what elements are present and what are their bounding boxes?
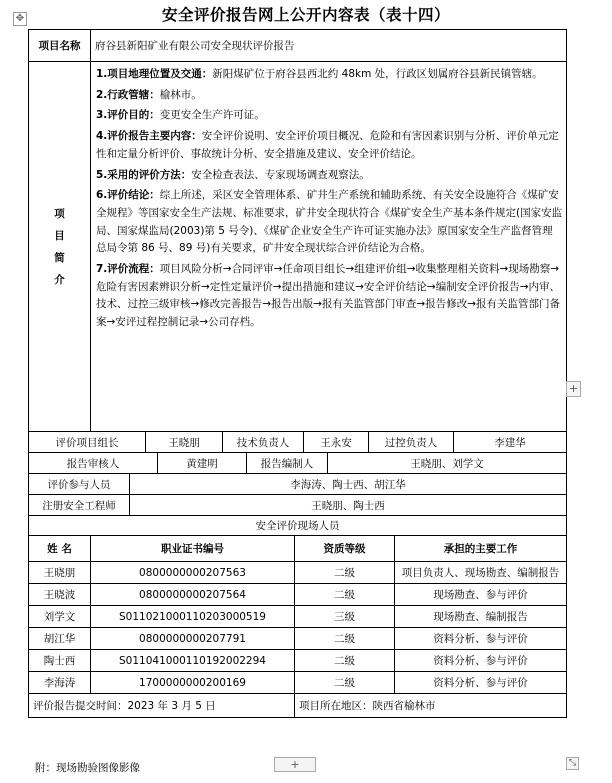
- table-row: [29, 562, 567, 584]
- main-work: 项目负责人、现场勘查、编制报告: [395, 562, 567, 584]
- qualification-level: 二级: [295, 672, 395, 694]
- col-header-level: 资质等级: [295, 536, 395, 562]
- tech-value: 王永安: [304, 432, 369, 452]
- intro-label-char: 项: [54, 207, 65, 220]
- intro-item: 5.采用的评价方法：安全检查表法、专家现场调查观察法。: [96, 168, 370, 181]
- cert-number: 1700000000200169: [91, 672, 295, 694]
- project-name-value: 府谷县新阳矿业有限公司安全现状评价报告: [91, 30, 567, 62]
- qualification-level: 二级: [295, 562, 395, 584]
- project-name-label: 项目名称: [29, 30, 91, 62]
- cert-number: S011041000110192002294: [91, 650, 295, 672]
- qualification-level: 二级: [295, 650, 395, 672]
- staff-row-4: [29, 495, 567, 516]
- author-value: 王晓朋、刘学文: [410, 457, 484, 470]
- attachment-note: 附：现场勘验图像影像: [35, 762, 140, 774]
- engineer-label: 注册安全工程师: [29, 495, 130, 515]
- intro-label-char: 目: [54, 229, 65, 242]
- submit-time-label: 评价报告提交时间：: [33, 700, 128, 712]
- control-label: 过控负责人: [369, 432, 454, 452]
- table-row: [29, 672, 567, 694]
- staff-row-1: [29, 432, 567, 453]
- intro-item: 3.评价目的：变更安全生产许可证。: [96, 109, 265, 122]
- add-row-plus-icon[interactable]: +: [274, 757, 316, 772]
- intro-label-char: 简: [54, 251, 65, 264]
- intro-item: 2.行政管辖：榆林市。: [96, 88, 202, 101]
- cert-number: 0800000000207563: [91, 562, 295, 584]
- leader-value: 王晓朋: [146, 432, 223, 452]
- review-value: 黄建明: [158, 453, 247, 473]
- project-region: [295, 694, 567, 718]
- cert-number: 0800000000207564: [91, 584, 295, 606]
- intro-item: 1.项目地理位置及交通：新阳煤矿位于府谷县西北约 48km 处，行政区划属府谷县新民镇管辖。: [96, 68, 543, 80]
- main-work: 资料分析、参与评价: [395, 650, 567, 672]
- participants-value: 李海涛、陶士西、胡江华: [290, 478, 406, 491]
- main-work: 资料分析、参与评价: [395, 672, 567, 694]
- cert-number: S011021000110203000519: [91, 606, 295, 628]
- col-header-name: 姓 名: [29, 536, 91, 562]
- table-row: [29, 628, 567, 650]
- col-header-work: 承担的主要工作: [395, 536, 567, 562]
- leader-label: 评价项目组长: [29, 432, 146, 452]
- staff-name: 胡江华: [29, 628, 91, 650]
- table-move-handle-icon[interactable]: ✥: [13, 12, 27, 26]
- page-title: 安全评价报告网上公开内容表（表十四）: [161, 5, 450, 24]
- region-value: 陕西省榆林市: [372, 700, 436, 712]
- intro-item: 6.评价结论：综上所述，采区安全管理体系、矿井生产系统和辅助系统、有关安全设施符合《煤矿安全规程》等国家安全生产法规、标准要求，矿井安全现状符合《煤矿安全生产基本条件规定(国家安监局、国家煤监局(2003)第 5 号令)、《煤矿企业安全生产许可证实施办法》原国家安全生产监督管理总局令第 86 号、89 号)有关要求，矿井安全现状综合评价结论为合格。: [96, 189, 563, 255]
- col-header-cert: 职业证书编号: [91, 536, 295, 562]
- staff-name: 陶士西: [29, 650, 91, 672]
- table-row: [29, 606, 567, 628]
- staff-name: 李海涛: [29, 672, 91, 694]
- intro-label: [29, 62, 91, 432]
- staff-name: 刘学文: [29, 606, 91, 628]
- tech-label: 技术负责人: [223, 432, 304, 452]
- staff-row-2: [29, 453, 567, 474]
- add-column-plus-icon[interactable]: +: [566, 381, 581, 397]
- qualification-level: 三级: [295, 606, 395, 628]
- participants-label: 评价参与人员: [29, 474, 130, 494]
- site-header-row: [29, 536, 567, 562]
- staff-name: 王晓波: [29, 584, 91, 606]
- staff-row-3: [29, 474, 567, 495]
- staff-name: 王晓朋: [29, 562, 91, 584]
- main-work: 现场勘查、参与评价: [395, 584, 567, 606]
- intro-item: 7.评价流程：项目风险分析→合同评审→任命项目组长→组建评价组→收集整理相关资料→现场勘察→危险有害因素辨识分析→定性定量评价→提出措施和建议→安全评价结论→编制安全评价报告→内审、技术、过控三级审核→修改完善报告→报告出版→报有关监管部门审查→报告修改→报有关监管部门备案→安评过程控制记录→公司存档。: [96, 263, 560, 329]
- cert-number: 0800000000207791: [91, 628, 295, 650]
- site-staff-title: 安全评价现场人员: [29, 516, 567, 536]
- qualification-level: 二级: [295, 584, 395, 606]
- author-label: 报告编制人: [247, 453, 328, 473]
- engineer-value: 王晓朋、陶士西: [311, 499, 385, 512]
- table-resize-handle-icon[interactable]: ⤡: [566, 757, 579, 770]
- table-row: [29, 650, 567, 672]
- main-work: 现场勘查、编制报告: [395, 606, 567, 628]
- control-value: 李建华: [494, 436, 526, 449]
- main-work: 资料分析、参与评价: [395, 628, 567, 650]
- intro-content: [91, 62, 567, 432]
- review-label: 报告审核人: [29, 453, 158, 473]
- qualification-level: 二级: [295, 628, 395, 650]
- disclosure-table: [28, 29, 567, 718]
- submit-time-value: 2023 年 3 月 5 日: [127, 700, 216, 712]
- table-row: [29, 584, 567, 606]
- intro-item: 4.评价报告主要内容：安全评价说明、安全评价项目概况、危险和有害因素识别与分析、评价单元定性和定量分析评价、事故统计分析、安全措施及建议、安全评价结论。: [96, 130, 559, 160]
- submit-time: [29, 694, 295, 718]
- region-label: 项目所在地区：: [299, 700, 373, 712]
- intro-label-char: 介: [54, 273, 65, 286]
